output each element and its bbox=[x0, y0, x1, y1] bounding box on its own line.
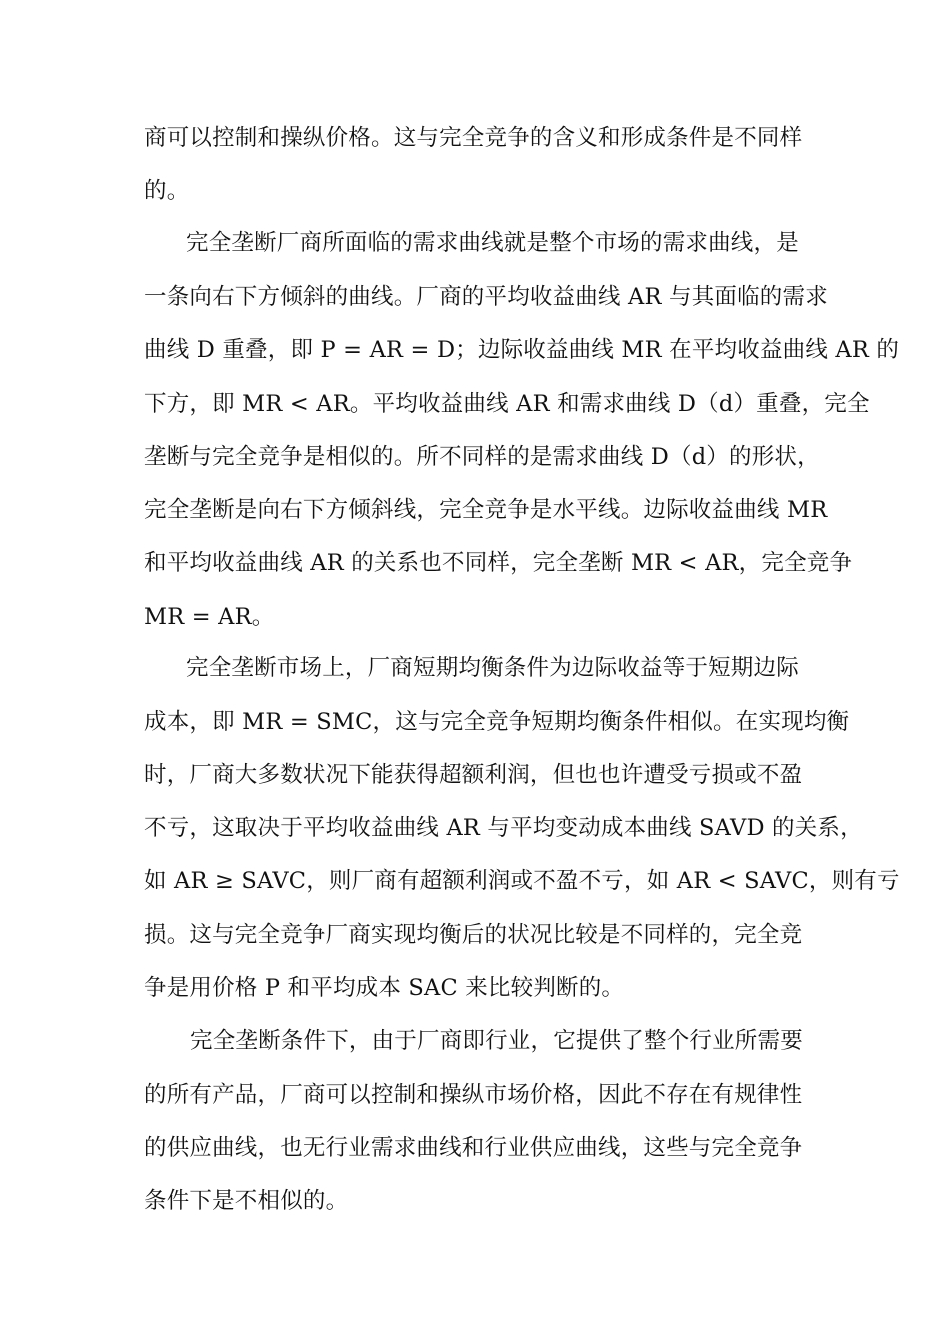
text-line: 的供应曲线，也无行业需求曲线和行业供应曲线，这些与完全竞争 bbox=[144, 1135, 803, 1161]
text-line: 垄断与完全竞争是相似的。所不同样的是需求曲线 D（d）的形状， bbox=[144, 444, 820, 470]
text-line: 不亏，这取决于平均收益曲线 AR 与平均变动成本曲线 SAVD 的关系， bbox=[144, 815, 863, 841]
text-line: 争是用价格 P 和平均成本 SAC 来比较判断的。 bbox=[144, 975, 625, 1001]
text-line: 损。这与完全竞争厂商实现均衡后的状况比较是不同样的，完全竞 bbox=[144, 922, 803, 948]
text-line: 完全垄断条件下，由于厂商即行业，它提供了整个行业所需要 bbox=[190, 1028, 803, 1054]
text-line: 完全垄断厂商所面临的需求曲线就是整个市场的需求曲线，是 bbox=[186, 230, 799, 256]
text-line: 成本，即 MR = SMC，这与完全竞争短期均衡条件相似。在实现均衡 bbox=[144, 709, 850, 735]
text-line: 一条向右下方倾斜的曲线。厂商的平均收益曲线 AR 与其面临的需求 bbox=[144, 284, 828, 310]
text-line: 完全垄断市场上，厂商短期均衡条件为边际收益等于短期边际 bbox=[186, 655, 799, 681]
text-line: 商可以控制和操纵价格。这与完全竞争的含义和形成条件是不同样 bbox=[144, 125, 803, 151]
text-line: 时，厂商大多数状况下能获得超额利润，但也也许遭受亏损或不盈 bbox=[144, 762, 803, 788]
text-line: 如 AR ≥ SAVC，则厂商有超额利润或不盈不亏，如 AR < SAVC，则有亏 bbox=[144, 868, 900, 894]
text-line: 的所有产品，厂商可以控制和操纵市场价格，因此不存在有规律性 bbox=[144, 1082, 803, 1108]
text-line: 曲线 D 重叠，即 P = AR = D；边际收益曲线 MR 在平均收益曲线 AR 的 bbox=[144, 337, 900, 363]
text-line: 条件下是不相似的。 bbox=[144, 1188, 349, 1214]
text-line: 下方，即 MR < AR。平均收益曲线 AR 和需求曲线 D（d）重叠，完全 bbox=[144, 391, 870, 417]
text-line: 和平均收益曲线 AR 的关系也不同样，完全垄断 MR < AR，完全竞争 bbox=[144, 550, 853, 576]
text-line: MR = AR。 bbox=[144, 604, 275, 630]
text-line: 完全垄断是向右下方倾斜线，完全竞争是水平线。边际收益曲线 MR bbox=[144, 497, 828, 523]
text-line: 的。 bbox=[144, 178, 190, 204]
